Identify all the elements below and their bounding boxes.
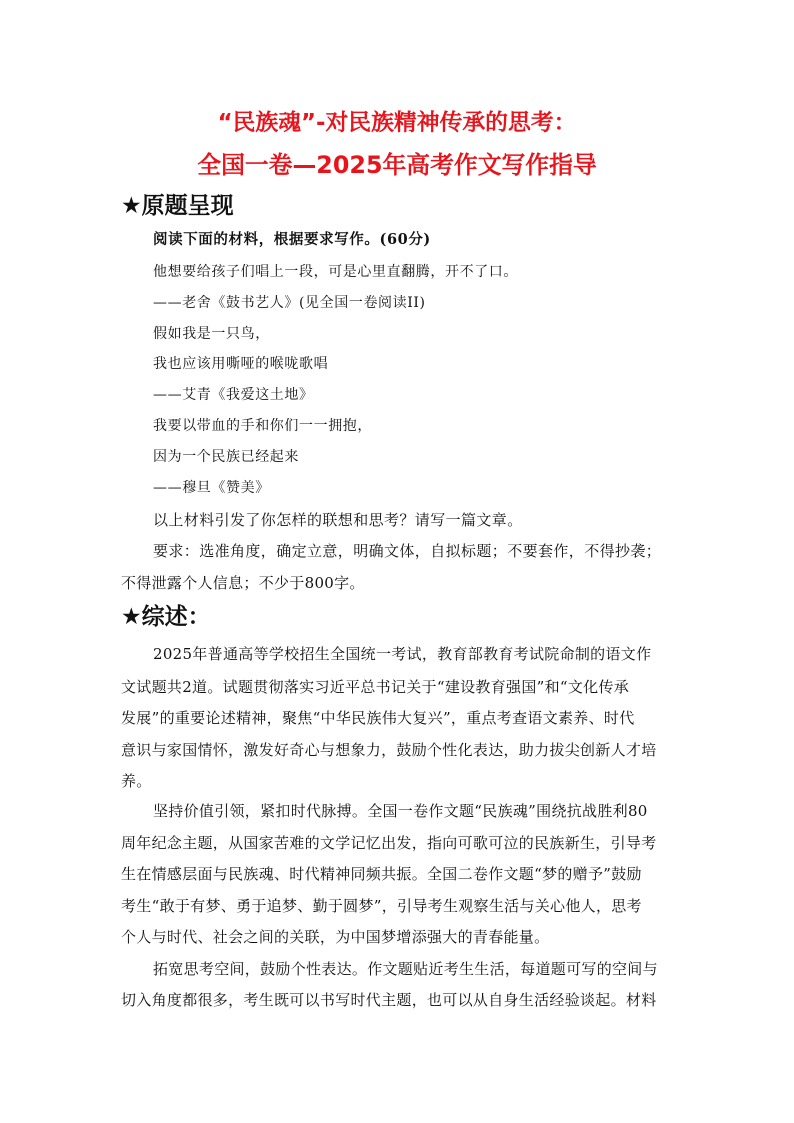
prompt-requirements-cont: 不得泄露个人信息；不少于800字。 <box>121 574 365 592</box>
summary-line: 切入角度都很多，考生既可以书写时代主题，也可以从自身生活经验谈起。材料 <box>121 991 657 1009</box>
prompt-line: 我也应该用嘶哑的喉咙歌唱 <box>153 356 329 372</box>
summary-line: 2025年普通高等学校招生全国统一考试，教育部教育考试院命制的语文作 <box>153 645 652 663</box>
prompt-line: ——穆旦《赞美》 <box>153 480 270 496</box>
prompt-line: 我要以带血的手和你们一一拥抱， <box>153 418 372 434</box>
section-heading-original-prompt: ★原题呈现 <box>121 193 234 219</box>
summary-line: 意识与家国情怀，激发好奇心与想象力，鼓励个性化表达，助力拔尖创新人才培 <box>121 741 657 759</box>
summary-line: 考生“敢于有梦、勇于追梦、勤于圆梦”，引导考生观察生活与关心他人，思考 <box>121 897 642 915</box>
section-heading-summary: ★综述： <box>121 604 211 630</box>
summary-line: 文试题共2道。试题贯彻落实习近平总书记关于“建设教育强国”和“文化传承 <box>121 678 630 696</box>
prompt-requirements: 要求：选准角度，确定立意，明确文体，自拟标题；不要套作，不得抄袭； <box>153 542 662 560</box>
prompt-line: 假如我是一只鸟， <box>153 326 270 342</box>
summary-line: 个人与时代、社会之间的关联，为中国梦增添强大的青春能量。 <box>121 928 550 946</box>
summary-line: 发展”的重要论述精神，聚焦“中华民族伟大复兴”，重点考查语文素养、时代 <box>121 709 635 727</box>
prompt-instruction: 阅读下面的材料，根据要求写作。(60分) <box>153 231 431 248</box>
title-line-1: “民族魂”-对民族精神传承的思考： <box>217 110 577 136</box>
prompt-question: 以上材料引发了你怎样的联想和思考？请写一篇文章。 <box>153 511 523 529</box>
summary-line: 养。 <box>121 772 152 790</box>
summary-line: 生在情感层面与民族魂、时代精神同频共振。全国二卷作文题“梦的赠予”鼓励 <box>121 865 642 883</box>
summary-line: 周年纪念主题，从国家苦难的文学记忆出发，指向可歌可泣的民族新生，引导考 <box>121 834 657 852</box>
summary-line: 坚持价值引领，紧扣时代脉搏。全国一卷作文题“民族魂”围绕抗战胜利80 <box>153 802 648 820</box>
summary-line: 拓宽思考空间，鼓励个性表达。作文题贴近考生生活，每道题可写的空间与 <box>153 960 658 978</box>
prompt-line: ——艾青《我爱这土地》 <box>153 387 314 403</box>
prompt-line: 因为一个民族已经起来 <box>153 449 299 465</box>
prompt-line: ——老舍《鼓书艺人》(见全国一卷阅读II) <box>153 295 426 311</box>
title-line-2: 全国一卷—2025年高考作文写作指导 <box>197 151 597 179</box>
prompt-line: 他想要给孩子们唱上一段，可是心里直翻腾，开不了口。 <box>153 264 518 280</box>
